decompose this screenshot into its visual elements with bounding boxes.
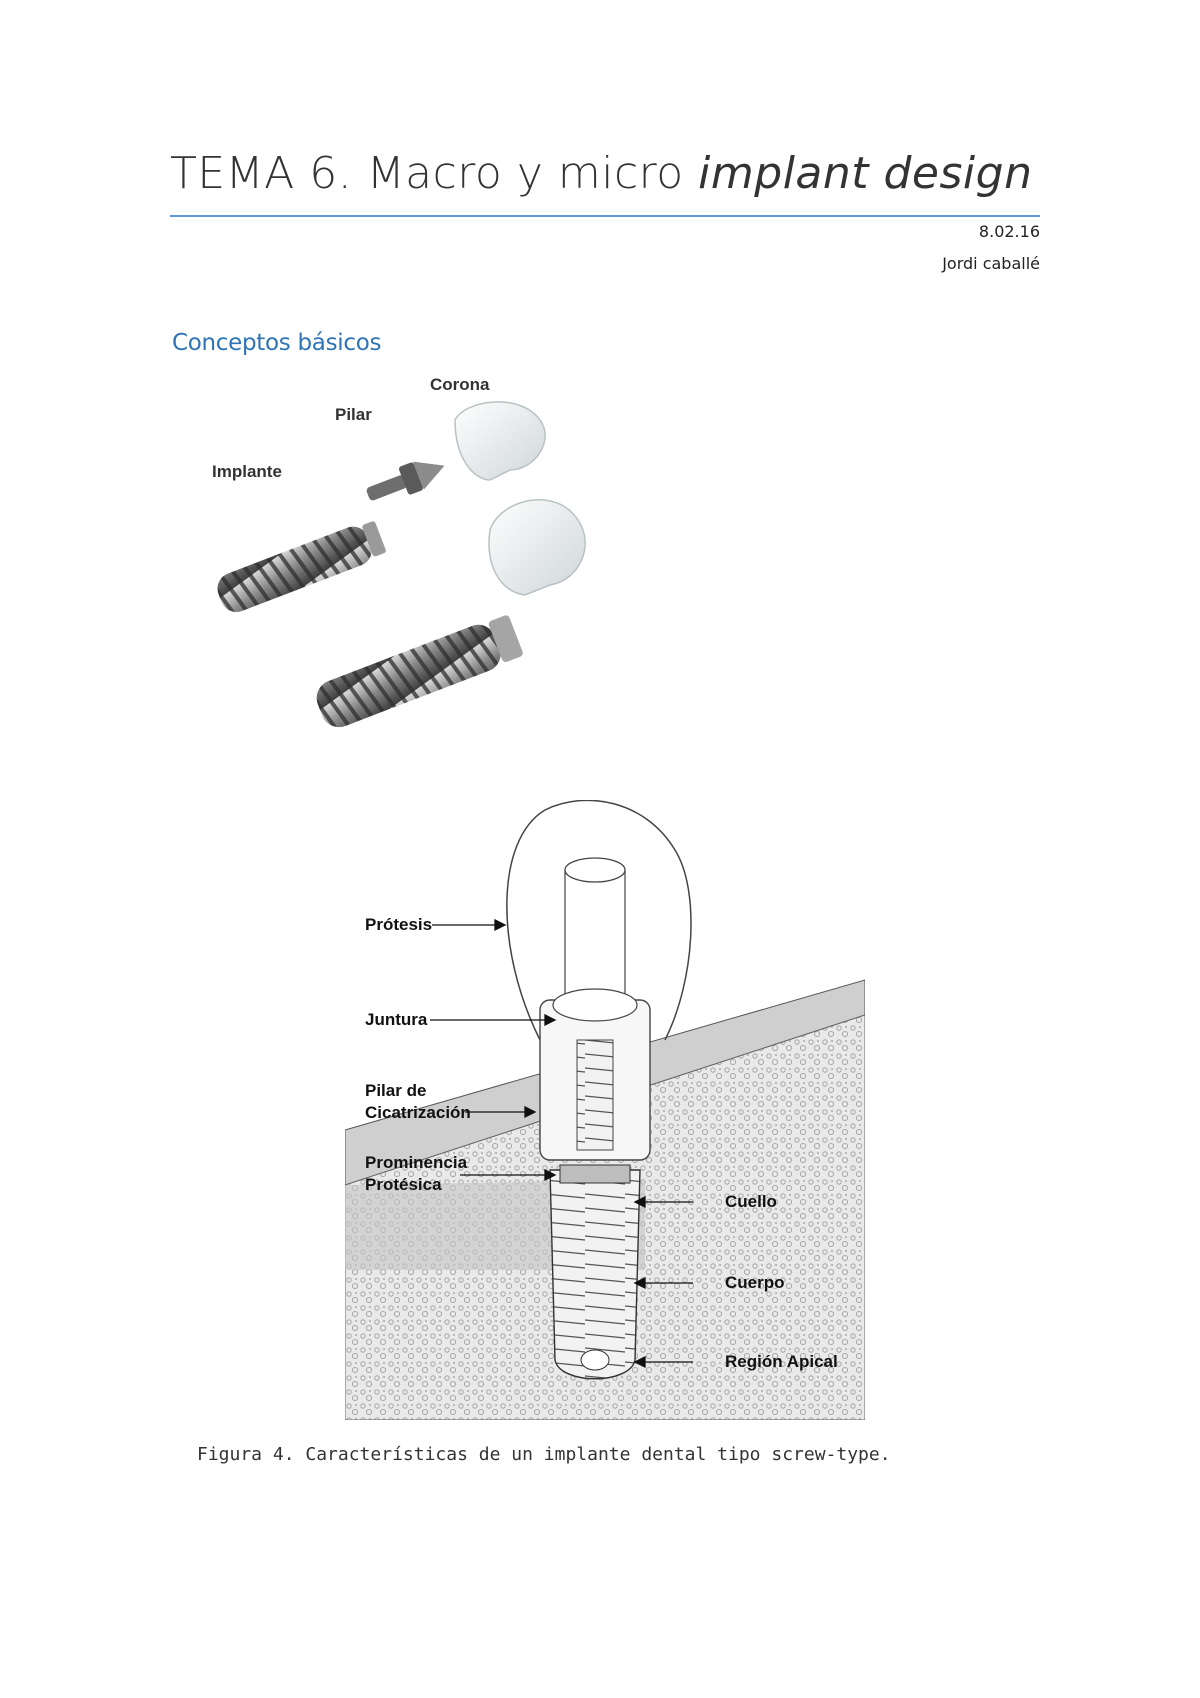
label-pilar-line2: Cicatrización [365, 1103, 471, 1122]
label-pilar: Pilar [335, 405, 372, 424]
label-cuerpo: Cuerpo [725, 1273, 785, 1292]
section-heading: Conceptos básicos [172, 330, 382, 356]
label-prominencia-line1: Prominencia [365, 1153, 468, 1172]
implant-components-illustration [200, 380, 640, 740]
label-prominencia-line2: Protésica [365, 1175, 442, 1194]
title-underline [170, 215, 1040, 217]
label-pilar-cicatrizacion [365, 1080, 471, 1124]
title-main: TEMA 6. Macro y micro [170, 148, 699, 199]
label-implante: Implante [212, 462, 282, 481]
implant-screw [213, 522, 377, 617]
figure-caption: Figura 4. Características de un implante dental tipo screw-type. [197, 1444, 891, 1465]
page-title [170, 148, 1032, 199]
label-cuello: Cuello [725, 1192, 777, 1211]
label-region-apical: Región Apical [725, 1352, 838, 1371]
implant-components-figure [200, 375, 640, 740]
label-prominencia-protesica [365, 1152, 467, 1196]
document-date: 8.02.16 [978, 222, 1040, 241]
implant-cross-section-figure [345, 800, 865, 1420]
document-author: Jordi caballé [942, 254, 1040, 273]
title-italic: implant design [698, 148, 1033, 199]
label-juntura: Juntura [365, 1010, 428, 1029]
label-corona: Corona [430, 375, 490, 394]
label-pilar-line1: Pilar de [365, 1081, 427, 1100]
label-protesis: Prótesis [365, 915, 433, 934]
